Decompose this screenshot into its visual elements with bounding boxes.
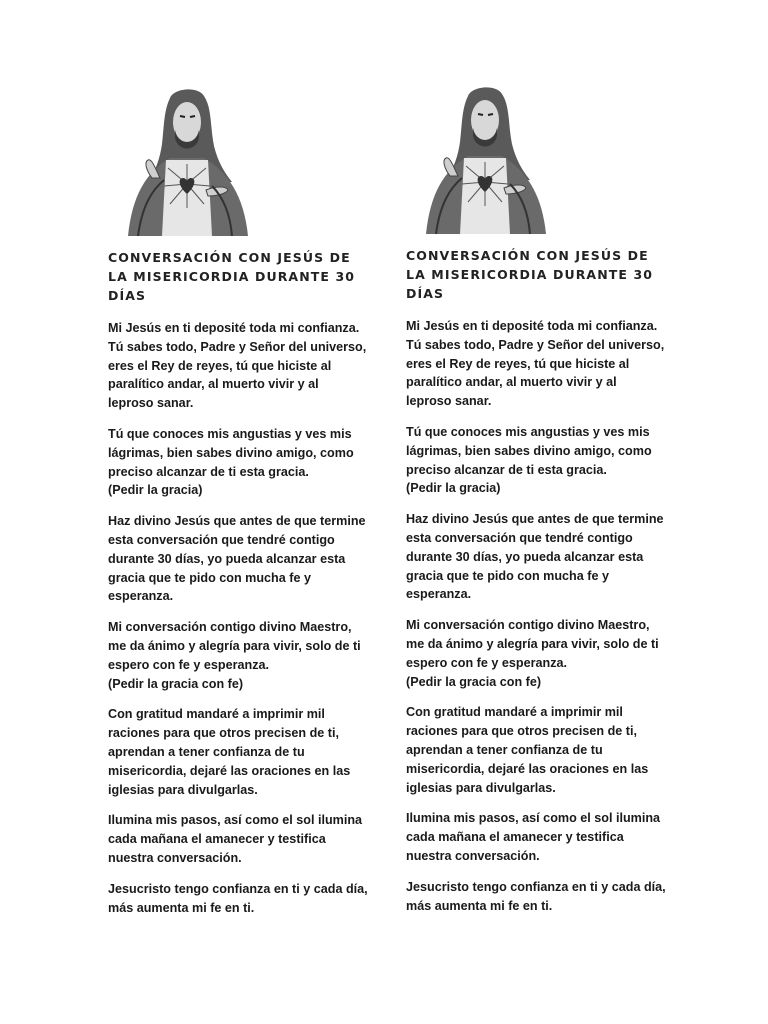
prayer-paragraph: Con gratitud mandaré a imprimir mil raciones para que otros precisen de ti, aprendan a tener confianza de tu misericordia, dejaré las oraciones en las iglesias para divulgarlas. [108,707,351,797]
prayer-paragraph: Haz divino Jesús que antes de que termine esta conversación que tendré contigo durante 30 días, yo pueda alcanzar esta gracia que te pido con mucha fe y esperanza. [108,514,366,604]
card-title: CONVERSACIÓN CON JESÚS DE LA MISERICORDIA DURANTE 30 DÍAS [406,248,654,301]
prayer-card-left [108,86,368,917]
prayer-paragraph: Haz divino Jesús que antes de que termine esta conversación que tendré contigo durante 30 días, yo pueda alcanzar esta gracia que te pido con mucha fe y esperanza. [406,512,664,602]
sacred-heart-illustration [406,84,566,234]
prayer-paragraph: Con gratitud mandaré a imprimir mil raciones para que otros precisen de ti, aprendan a tener confianza de tu misericordia, dejaré las oraciones en las iglesias para divulgarlas. [406,705,649,795]
prayer-paragraph: Ilumina mis pasos, así como el sol ilumina cada mañana el amanecer y testifica nuestra conversación. [108,813,363,865]
prayer-paragraph: Jesucristo tengo confianza en ti y cada día, más aumenta mi fe en ti. [108,881,368,915]
prayer-paragraph: Mi conversación contigo divino Maestro, me da ánimo y alegría para vivir, solo de ti espero con fe y esperanza. (Pedir la gracia con fe) [406,618,659,689]
prayer-paragraph: Tú que conoces mis angustias y ves mis lágrimas, bien sabes divino amigo, como preciso alcanzar de ti esta gracia. (Pedir la gracia) [406,424,652,496]
prayer-paragraph: Ilumina mis pasos, así como el sol ilumina cada mañana el amanecer y testifica nuestra conversación. [406,811,661,863]
prayer-paragraph: Jesucristo tengo confianza en ti y cada día, más aumenta mi fe en ti. [406,879,666,913]
prayer-paragraph: Mi Jesús en ti deposité toda mi confianza. Tú sabes todo, Padre y Señor del universo, eres el Rey de reyes, tú que hiciste al paralítico andar, al muerto vivir y al leproso sanar. [108,321,367,411]
prayer-paragraph: Tú que conoces mis angustias y ves mis lágrimas, bien sabes divino amigo, como preciso alcanzar de ti esta gracia. (Pedir la gracia) [108,426,354,498]
prayer-card-right [406,84,666,915]
prayer-paragraph: Mi conversación contigo divino Maestro, me da ánimo y alegría para vivir, solo de ti espero con fe y esperanza. (Pedir la gracia con fe) [108,620,361,691]
card-title: CONVERSACIÓN CON JESÚS DE LA MISERICORDIA DURANTE 30 DÍAS [108,250,356,303]
prayer-paragraph: Mi Jesús en ti deposité toda mi confianza. Tú sabes todo, Padre y Señor del universo, eres el Rey de reyes, tú que hiciste al paralítico andar, al muerto vivir y al leproso sanar. [406,319,665,409]
sacred-heart-illustration [108,86,268,236]
